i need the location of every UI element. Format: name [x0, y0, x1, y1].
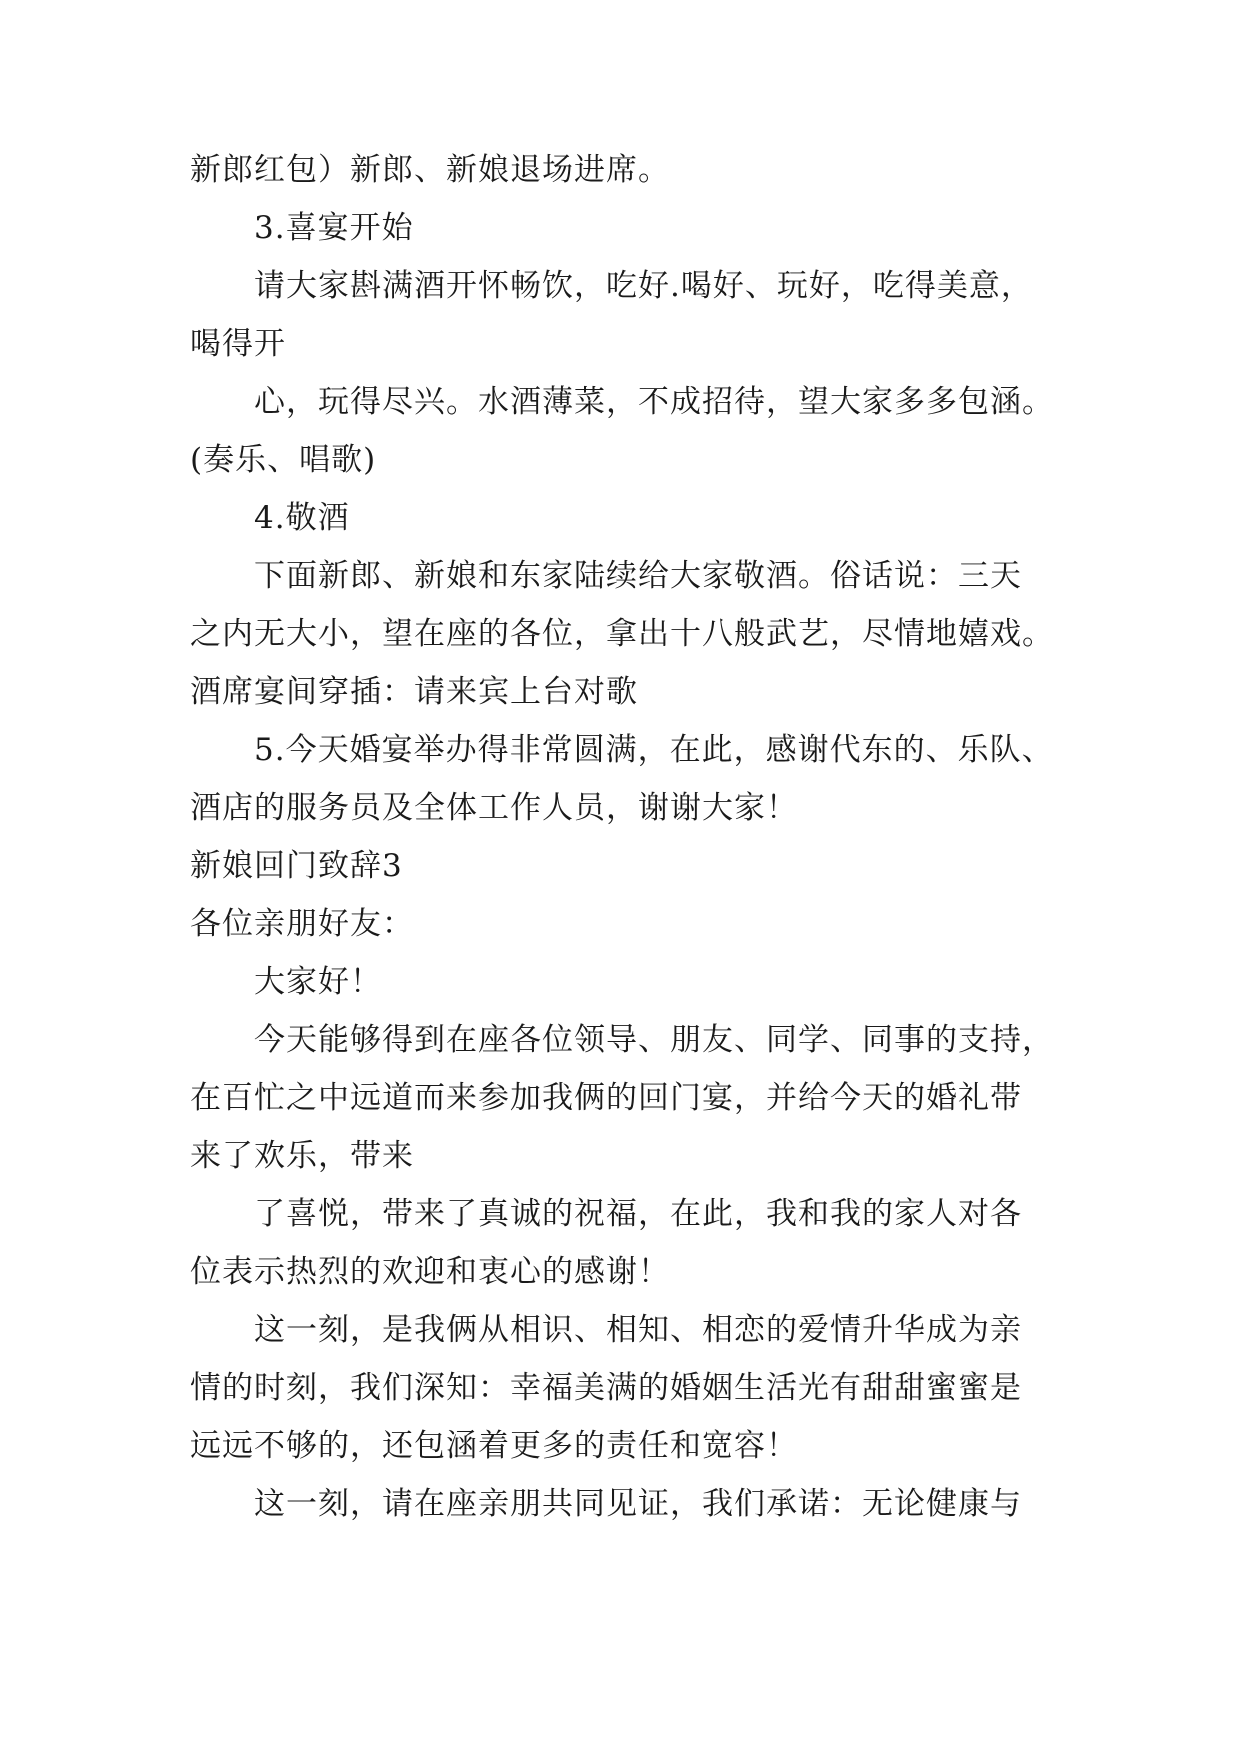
- text-line: 新郎红包）新郎、新娘退场进席。: [190, 152, 670, 188]
- text-line: 远远不够的，还包涵着更多的责任和宽容！: [190, 1428, 798, 1464]
- text-line: 下面新郎、新娘和东家陆续给大家敬酒。俗话说：三天: [254, 558, 1022, 594]
- text-line: 今天能够得到在座各位领导、朋友、同学、同事的支持，: [254, 1022, 1054, 1058]
- text-line: 酒席宴间穿插：请来宾上台对歌: [190, 674, 638, 710]
- document-title: 新娘回门致辞3: [190, 848, 403, 884]
- section-heading: 4.敬酒: [254, 500, 350, 536]
- text-line: 来了欢乐，带来: [190, 1138, 414, 1174]
- text-line: 5.今天婚宴举办得非常圆满，在此，感谢代东的、乐队、: [254, 732, 1054, 768]
- salutation: 各位亲朋好友：: [190, 906, 414, 942]
- text-line: 情的时刻，我们深知：幸福美满的婚姻生活光有甜甜蜜蜜是: [190, 1370, 1022, 1406]
- text-line: 大家好！: [254, 964, 382, 1000]
- text-line: 请大家斟满酒开怀畅饮，吃好.喝好、玩好，吃得美意，: [254, 268, 1033, 304]
- text-line: 心，玩得尽兴。水酒薄菜，不成招待，望大家多多包涵。: [254, 384, 1054, 420]
- text-line: 位表示热烈的欢迎和衷心的感谢！: [190, 1254, 670, 1290]
- text-line: 喝得开: [190, 326, 286, 362]
- text-line: 在百忙之中远道而来参加我俩的回门宴，并给今天的婚礼带: [190, 1080, 1022, 1116]
- text-line: 了喜悦，带来了真诚的祝福，在此，我和我的家人对各: [254, 1196, 1022, 1232]
- text-line: 这一刻，请在座亲朋共同见证，我们承诺：无论健康与: [254, 1486, 1022, 1522]
- text-line: 之内无大小，望在座的各位，拿出十八般武艺，尽情地嬉戏。: [190, 616, 1054, 652]
- text-line: (奏乐、唱歌): [190, 442, 377, 478]
- text-line: 酒店的服务员及全体工作人员，谢谢大家！: [190, 790, 798, 826]
- text-line: 这一刻，是我俩从相识、相知、相恋的爱情升华成为亲: [254, 1312, 1022, 1348]
- section-heading: 3.喜宴开始: [254, 210, 414, 246]
